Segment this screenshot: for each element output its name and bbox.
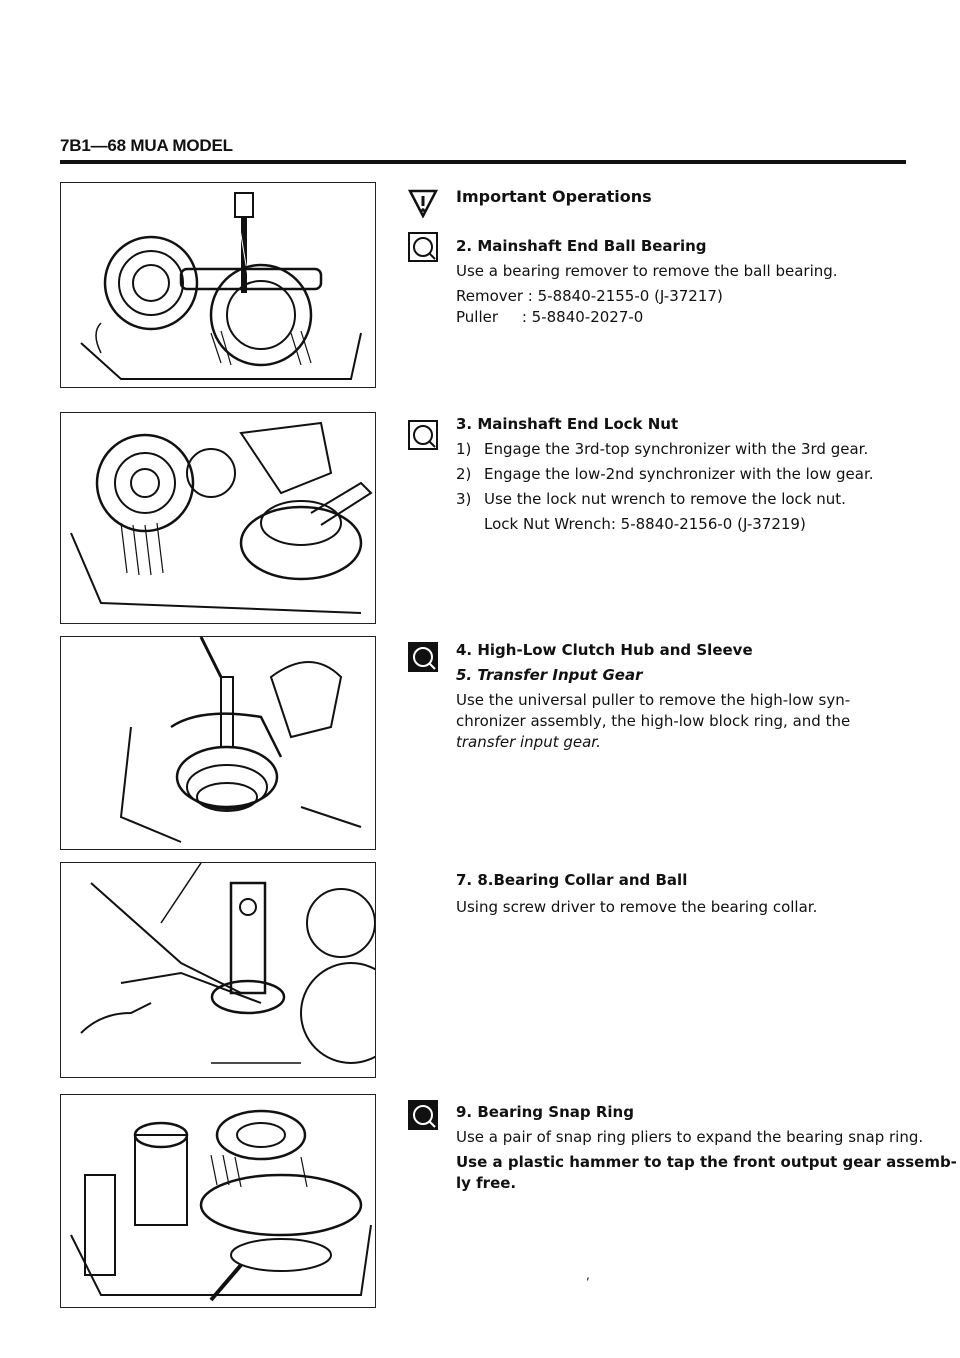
step-3-item-text: Use the lock nut wrench to remove the lock nut. [484,490,846,508]
step-4-title: 4. High-Low Clutch Hub and Sleeve [456,641,753,659]
important-title: Important Operations [456,187,652,206]
removal-icon [408,420,438,450]
step-3-item-number: 2) [456,465,472,483]
step-3-item [456,439,874,460]
step-2-puller: Puller : 5-8840-2027-0 [456,308,644,326]
step-9-desc-line-3: ly free. [456,1174,517,1192]
figure-bearing-collar [60,862,376,1078]
step-3-title: 3. Mainshaft End Lock Nut [456,415,679,433]
figure-snap-ring [60,1094,376,1308]
removal-icon [408,1100,438,1130]
removal-icon [408,642,438,672]
step-3-item-number: 1) [456,440,472,458]
step-2-remover: Remover : 5-8840-2155-0 (J-37217) [456,287,723,305]
step-3-block [456,414,874,535]
figure-bearing-remover [60,182,376,388]
step-3-item-text: Engage the low-2nd synchronizer with the low gear. [484,465,874,483]
step-2-block [456,236,838,328]
step-9-desc-line-2: Use a plastic hammer to tap the front output gear assemb- [456,1153,957,1171]
step-4-5-desc-line-1: Use the universal puller to remove the high-low syn- [456,691,851,709]
step-4-5-desc-line-3: transfer input gear. [456,733,601,751]
step-3-tool: Lock Nut Wrench: 5-8840-2156-0 (J-37219) [484,515,806,533]
important-operations-heading [456,186,652,207]
figure-lock-nut-wrench [60,412,376,624]
step-7-8-block [456,870,817,918]
figure-universal-puller [60,636,376,850]
step-3-item-number: 3) [456,490,472,508]
step-2-desc: Use a bearing remover to remove the ball bearing. [456,262,838,280]
step-7-8-title: 7. 8.Bearing Collar and Ball [456,871,688,889]
page-header-title: 7B1—68 MUA MODEL [60,136,233,155]
step-9-block [456,1102,957,1194]
stray-mark: , [586,1268,590,1282]
header-rule [60,160,906,164]
step-9-desc-line-1: Use a pair of snap ring pliers to expand the bearing snap ring. [456,1128,924,1146]
important-warning-icon [408,188,438,218]
removal-icon [408,232,438,262]
step-9-title: 9. Bearing Snap Ring [456,1103,634,1121]
step-3-item [456,464,874,485]
step-4-5-block [456,640,850,753]
step-7-8-desc: Using screw driver to remove the bearing collar. [456,898,818,916]
step-2-title: 2. Mainshaft End Ball Bearing [456,237,707,255]
step-5-title: 5. Transfer Input Gear [456,666,643,684]
step-4-5-desc-line-2: chronizer assembly, the high-low block ring, and the [456,712,851,730]
step-3-item-text: Engage the 3rd-top synchronizer with the 3rd gear. [484,440,869,458]
step-3-item [456,489,874,510]
